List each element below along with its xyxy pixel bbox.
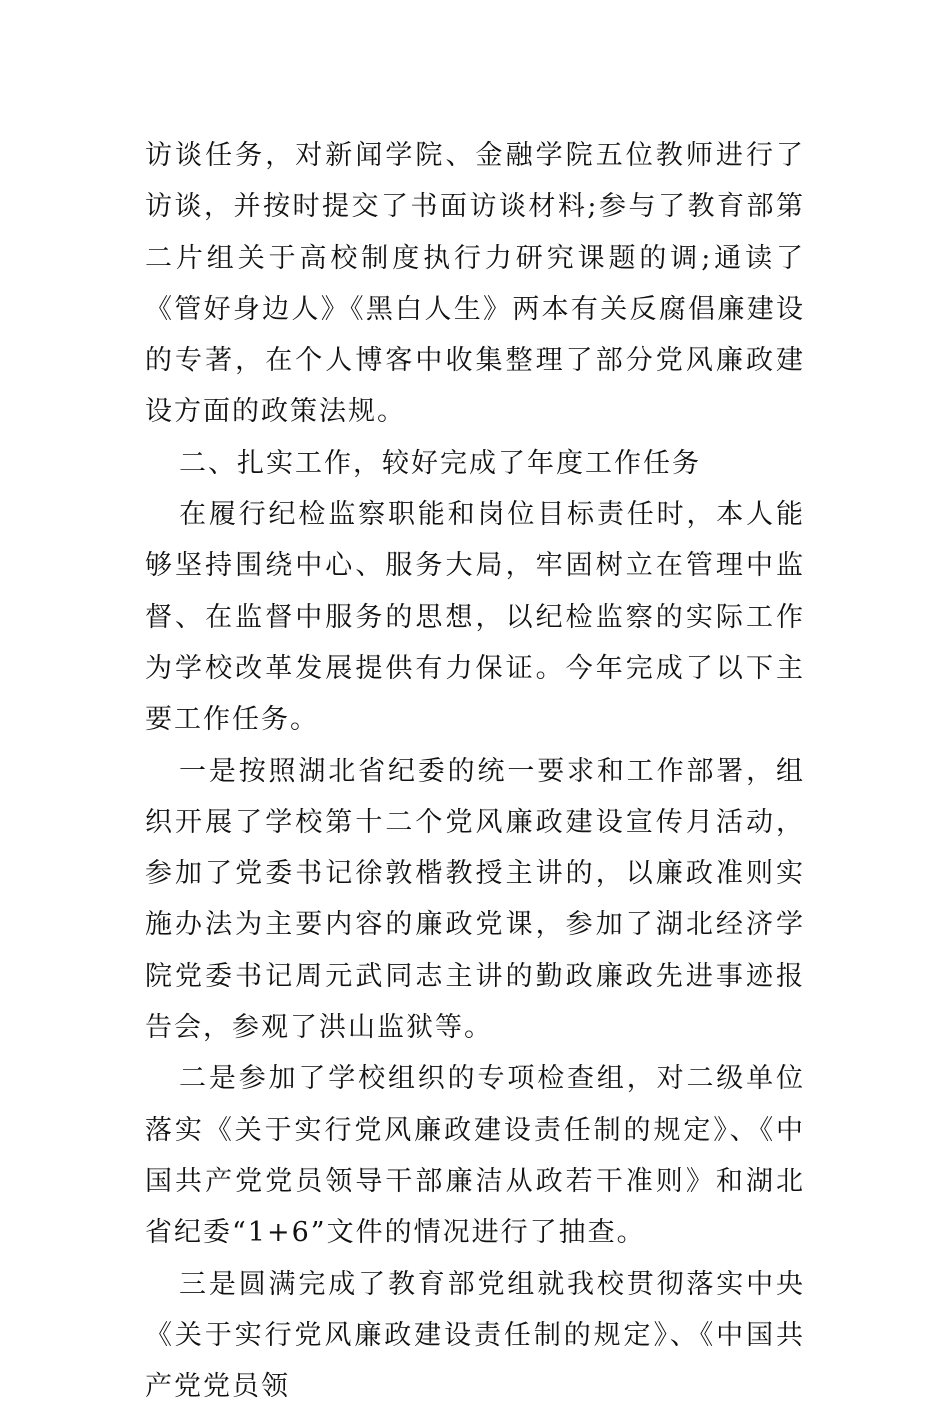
paragraph-task-1: 一是按照湖北省纪委的统一要求和工作部署，组织开展了学校第十二个党风廉政建设宣传月活动，参加了党委书记徐敦楷教授主讲的，以廉政准则实施办法为主要内容的廉政党课，参加了湖北经济学院党委书记周元武同志主讲的勤政廉政先进事迹报告会，参观了洪山监狱等。 [145,755,805,1044]
section-heading-2: 二、扎实工作，较好完成了年度工作任务 [179,447,701,479]
paragraph-interview-tasks: 访谈任务，对新闻学院、金融学院五位教师进行了访谈，并按时提交了书面访谈材料;参与了教育部第二片组关于高校制度执行力研究课题的调;通读了《管好身边人》《黑白人生》两本有关反腐倡廉建设的专著，在个人博客中收集整理了部分党风廉政建设方面的政策法规。 [145,140,805,428]
paragraph-task-2: 二是参加了学校组织的专项检查组，对二级单位落实《关于实行党风廉政建设责任制的规定》、《中国共产党党员领导干部廉洁从政若干准则》和湖北省纪委“1+6”文件的情况进行了抽查。 [145,1063,805,1249]
document-body [145,130,805,1412]
paragraph-task-3: 三是圆满完成了教育部党组就我校贯彻落实中央《关于实行党风廉政建设责任制的规定》、《中国共产党党员领 [145,1268,805,1403]
paragraph-duties: 在履行纪检监察职能和岗位目标责任时，本人能够坚持围绕中心、服务大局，牢固树立在管理中监督、在监督中服务的思想，以纪检监察的实际工作为学校改革发展提供有力保证。今年完成了以下主要工作任务。 [145,499,805,736]
